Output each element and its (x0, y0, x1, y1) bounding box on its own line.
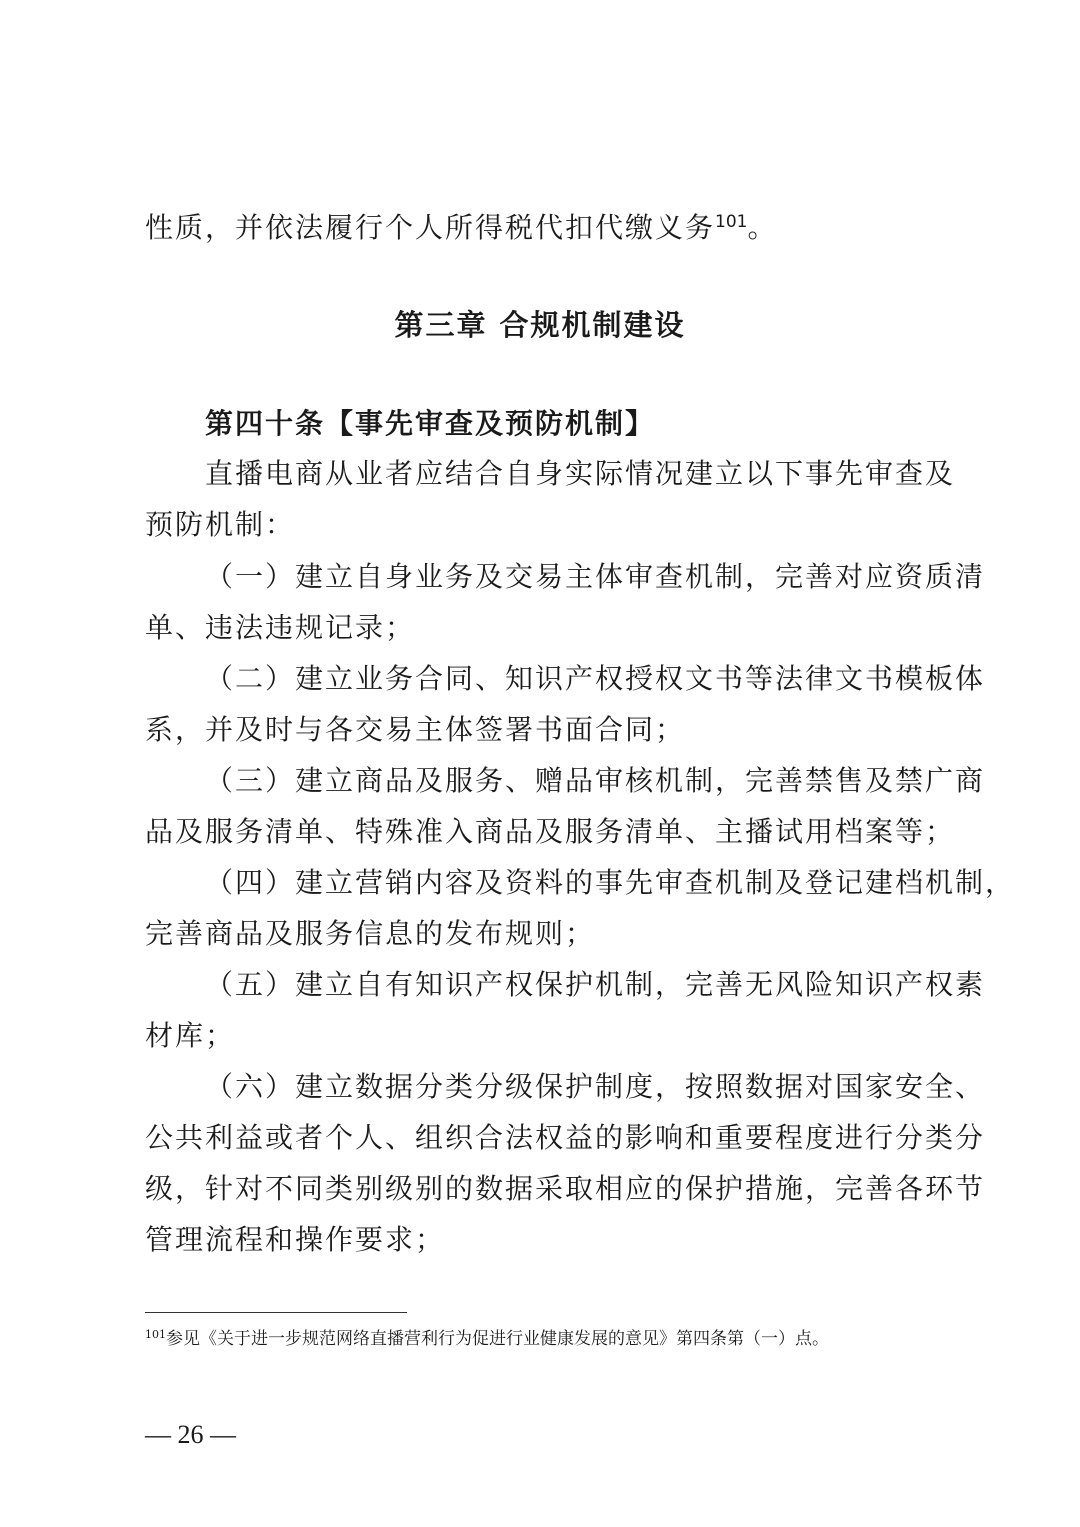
continuation-line (145, 202, 945, 248)
footnote (145, 1323, 829, 1351)
body-line: 系，并及时与各交易主体签署书面合同； (145, 713, 686, 746)
continuation-end: 。 (747, 211, 778, 244)
article-title: 第四十条【事先审查及预防机制】 (205, 407, 656, 440)
body-line: 材库； (145, 1019, 236, 1052)
body-line: （三）建立商品及服务、赠品审核机制，完善禁售及禁广商 (205, 764, 986, 797)
body-line: （一）建立自身业务及交易主体审查机制，完善对应资质清 (205, 560, 986, 593)
body-line: 公共利益或者个人、组织合法权益的影响和重要程度进行分类分 (145, 1121, 986, 1154)
body-line: 单、违法违规记录； (145, 611, 416, 644)
body-line: （五）建立自有知识产权保护机制，完善无风险知识产权素 (205, 968, 986, 1001)
footnote-divider (145, 1312, 407, 1313)
body-line: 完善商品及服务信息的发布规则； (145, 917, 596, 950)
body-line: 管理流程和操作要求； (145, 1223, 446, 1256)
footnote-reference: 101 (715, 212, 748, 232)
footnote-text: 参见《关于进一步规范网络直播营利行为促进行业健康发展的意见》第四条第（一）点。 (166, 1329, 829, 1349)
body-line: （四）建立营销内容及资料的事先审查机制及登记建档机制， (205, 866, 1016, 899)
chapter-title: 第三章 合规机制建设 (394, 308, 686, 342)
body-line: 品及服务清单、特殊准入商品及服务清单、主播试用档案等； (145, 815, 956, 848)
body-line: 预防机制： (145, 508, 296, 541)
body-line: 直播电商从业者应结合自身实际情况建立以下事先审查及 (205, 457, 956, 490)
page-number: — 26 — (145, 1420, 236, 1449)
body-line: 级，针对不同类别级别的数据采取相应的保护措施，完善各环节 (145, 1172, 986, 1205)
footnote-number: 101 (145, 1328, 166, 1341)
continuation-text: 性质，并依法履行个人所得税代扣代缴义务 (145, 211, 716, 244)
body-line: （六）建立数据分类分级保护制度，按照数据对国家安全、 (205, 1070, 986, 1103)
body-line: （二）建立业务合同、知识产权授权文书等法律文书模板体 (205, 662, 986, 695)
